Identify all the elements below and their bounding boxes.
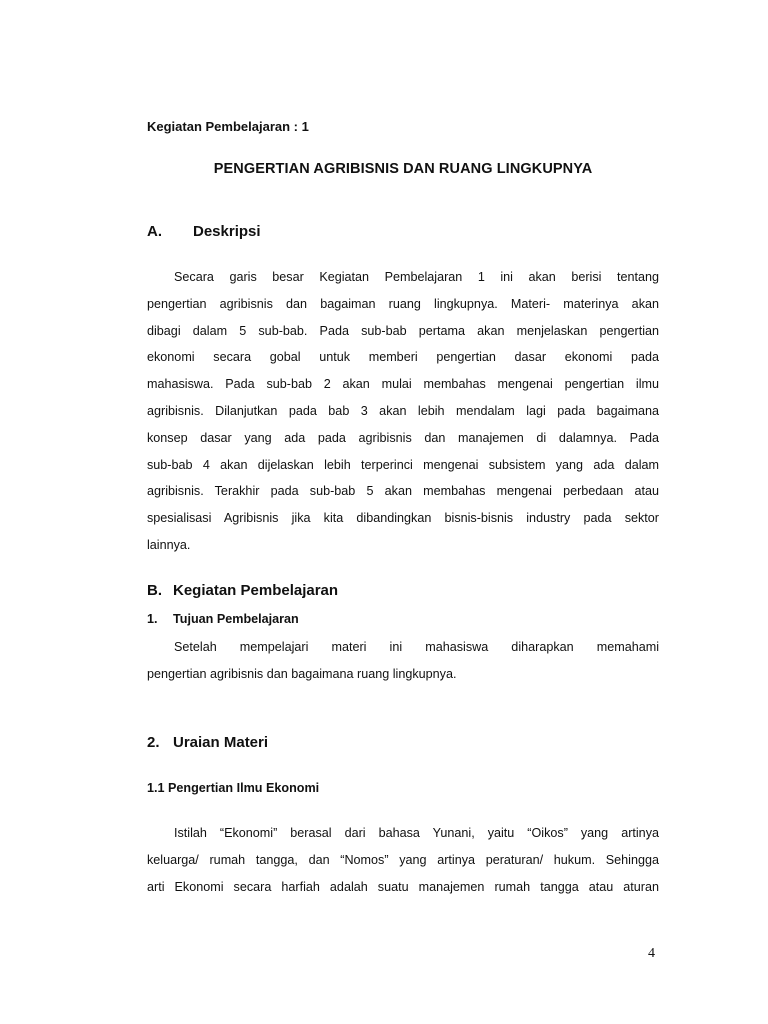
section-b-number: B.	[147, 582, 162, 599]
page-number: 4	[648, 946, 655, 961]
item-1-number: 1.	[147, 612, 158, 626]
paragraph-line: sub-bab 4 akan dijelaskan lebih terperinci mengenai subsistem yang ada dalam	[147, 457, 659, 472]
paragraph-line: arti Ekonomi secara harfiah adalah suatu manajemen rumah tangga atau aturan	[147, 879, 659, 894]
activity-label: Kegiatan Pembelajaran : 1	[147, 119, 309, 134]
section-a-number: A.	[147, 223, 162, 240]
paragraph-line: konsep dasar yang ada pada agribisnis dan manajemen di dalamnya. Pada	[147, 430, 659, 445]
paragraph-line: dibagi dalam 5 sub-bab. Pada sub-bab pertama akan menjelaskan pengertian	[147, 323, 659, 338]
section-b-heading: Kegiatan Pembelajaran	[173, 582, 339, 599]
page-title: PENGERTIAN AGRIBISNIS DAN RUANG LINGKUPNYA	[213, 161, 593, 177]
paragraph-line: Setelah mempelajari materi ini mahasiswa diharapkan memahami	[174, 640, 659, 654]
paragraph-line: ekonomi secara gobal untuk memberi pengertian dasar ekonomi pada	[147, 350, 659, 365]
section-2-number: 2.	[147, 734, 160, 751]
paragraph-line: mahasiswa. Pada sub-bab 2 akan mulai membahas mengenai pengertian ilmu	[147, 377, 659, 392]
paragraph-line: Istilah “Ekonomi” berasal dari bahasa Yunani, yaitu “Oikos” yang artinya	[174, 826, 659, 840]
paragraph-line: pengertian agribisnis dan bagaiman ruang lingkupnya. Materi- materinya akan	[147, 296, 659, 311]
paragraph-line: keluarga/ rumah tangga, dan “Nomos” yang artinya peraturan/ hukum. Sehingga	[147, 852, 659, 867]
paragraph-line: spesialisasi Agribisnis jika kita dibandingkan bisnis-bisnis industry pada sektor	[147, 511, 659, 526]
section-2-heading: Uraian Materi	[173, 734, 269, 751]
paragraph-line: Secara garis besar Kegiatan Pembelajaran 1 ini akan berisi tentang	[174, 270, 659, 284]
paragraph-line: agribisnis. Terakhir pada sub-bab 5 akan membahas mengenai perbedaan atau	[147, 484, 659, 499]
section-a-heading: Deskripsi	[193, 223, 261, 240]
section-a-paragraph	[147, 264, 659, 559]
paragraph-line: pengertian agribisnis dan bagaimana ruang lingkupnya.	[147, 666, 457, 681]
paragraph-line: agribisnis. Dilanjutkan pada bab 3 akan lebih mendalam lagi pada bagaimana	[147, 403, 659, 418]
item-1-heading: Tujuan Pembelajaran	[173, 612, 299, 626]
item-1-paragraph	[147, 634, 659, 688]
section-2-paragraph	[147, 820, 659, 900]
subsection-heading: 1.1 Pengertian Ilmu Ekonomi	[147, 781, 320, 795]
paragraph-line: lainnya.	[147, 537, 191, 552]
